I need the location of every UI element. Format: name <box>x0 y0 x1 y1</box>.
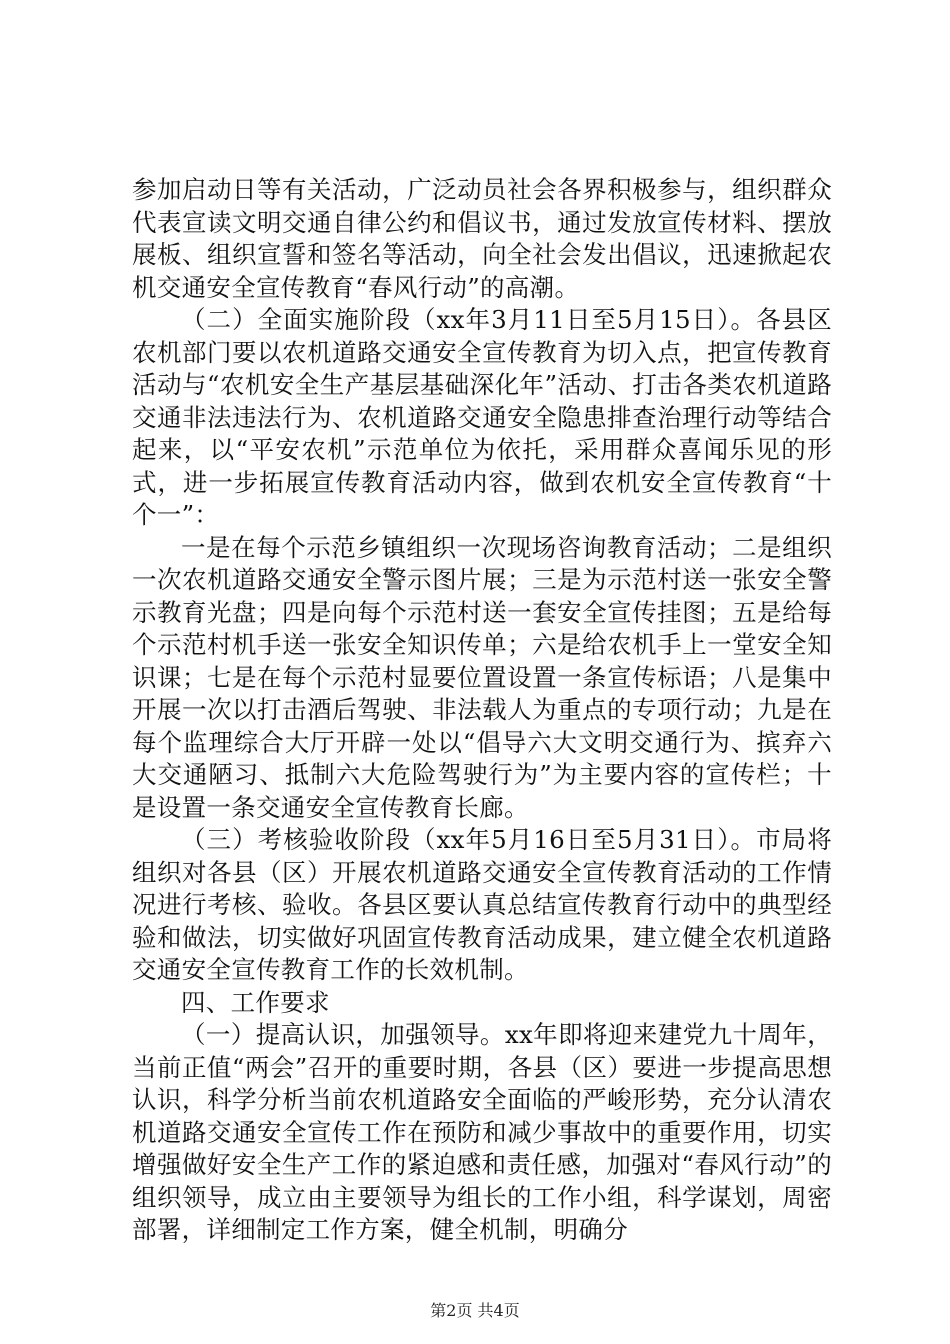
paragraph-raise-awareness: （一）提高认识，加强领导。xx年即将迎来建党九十周年，当前正值“两会”召开的重要时期，各县（区）要进一步提高思想认识，科学分析当前农机道路安全面临的严峻形势，充分认清农机道路交通安全宣传工作在预防和减少事故中的重要作用，切实增强做好安全生产工作的紧迫感和责任感，加强对“春风行动”的组织领导，成立由主要领导为组长的工作小组，科学谋划，周密部署，详细制定工作方案，健全机制，明确分 <box>132 1020 832 1244</box>
section-heading-work-requirements: 四、工作要求 <box>181 987 330 1017</box>
document-body <box>132 174 832 1247</box>
paragraph-ten-ones-list: 一是在每个示范乡镇组织一次现场咨询教育活动；二是组织一次农机道路交通安全警示图片展；三是为示范村送一张安全警示教育光盘；四是向每个示范村送一套安全宣传挂图；五是给每个示范村机手送一张安全知识传单；六是给农机手上一堂安全知识课；七是在每个示范村显要位置设置一条宣传标语；八是集中开展一次以打击酒后驾驶、非法载人为重点的专项行动；九是在每个监理综合大厅开辟一处以“倡导六大文明交通行为、摈弃六大交通陋习、抵制六大危险驾驶行为”为主要内容的宣传栏；十是设置一条交通安全宣传教育长廊。 <box>132 532 833 822</box>
paragraph-acceptance-phase: （三）考核验收阶段（xx年5月16日至5月31日）。市局将组织对各县（区）开展农机道路交通安全宣传教育活动的工作情况进行考核、验收。各县区要认真总结宣传教育行动中的典型经验和做法，切实做好巩固宣传教育活动成果，建立健全农机道路交通安全宣传教育工作的长效机制。 <box>132 825 832 984</box>
paragraph-implementation-phase: （二）全面实施阶段（xx年3月11日至5月15日）。各县区农机部门要以农机道路交通安全宣传教育为切入点，把宣传教育活动与“农机安全生产基层基础深化年”活动、打击各类农机道路交通非法违法行为、农机道路交通安全隐患排查治理行动等结合起来，以“平安农机”示范单位为依托，采用群众喜闻乐见的形式，进一步拓展宣传教育活动内容，做到农机安全宣传教育“十个一”： <box>132 305 833 529</box>
page-number-footer: 第2页 共4页 <box>430 1301 520 1320</box>
paragraph-continuation: 参加启动日等有关活动，广泛动员社会各界积极参与，组织群众代表宣读文明交通自律公约和倡议书，通过发放宣传材料、摆放展板、组织宣誓和签名等活动，向全社会发出倡议，迅速掀起农机交通安全宣传教育“春风行动”的高潮。 <box>132 175 832 302</box>
